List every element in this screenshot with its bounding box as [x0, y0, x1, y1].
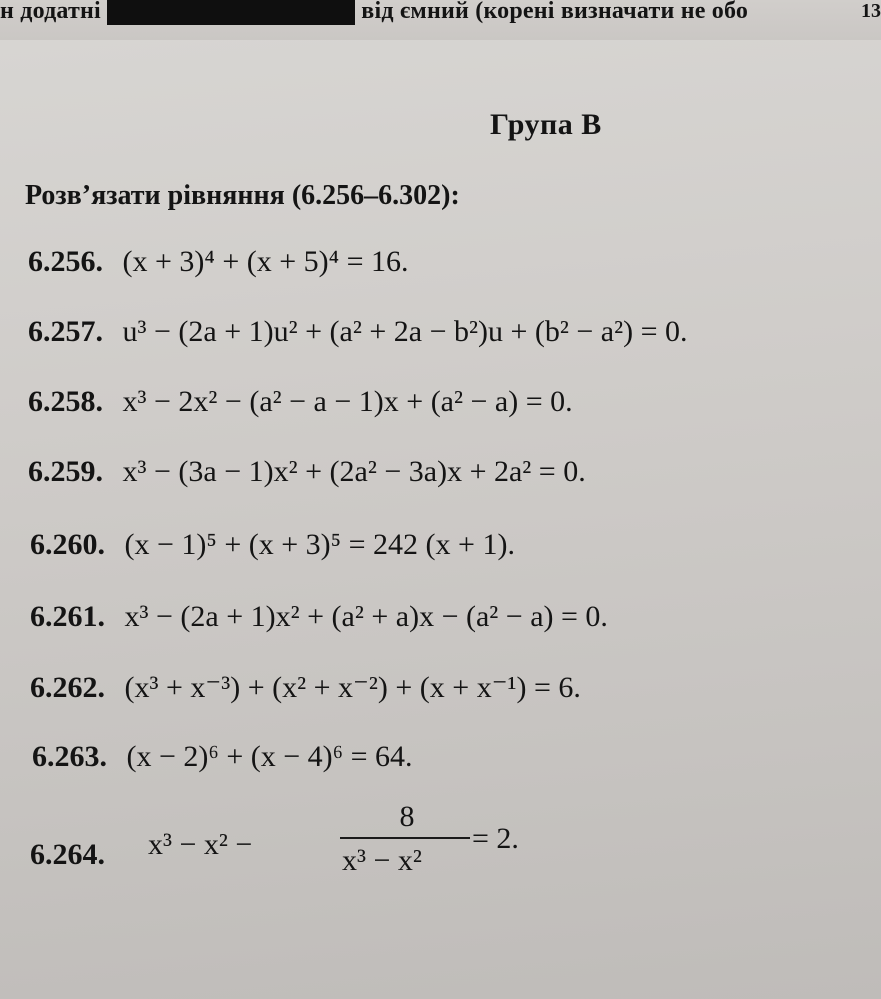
- cut-off-header-line: [0, 0, 748, 25]
- problem-equation: (x³ + x⁻³) + (x² + x⁻²) + (x + x⁻¹) = 6.: [124, 671, 581, 704]
- problem-number: 6.258.: [28, 385, 103, 418]
- problem-equation: x³ − 2x² − (a² − a − 1)x + (a² − a) = 0.: [122, 385, 573, 418]
- problem-6-261: [30, 600, 608, 634]
- problem-number: 6.263.: [32, 740, 107, 773]
- problem-equation: (x − 1)⁵ + (x + 3)⁵ = 242 (x + 1).: [124, 528, 515, 561]
- equation-left-part: x³ − x² −: [148, 828, 253, 861]
- section-heading: Група В: [490, 108, 602, 141]
- problem-number: 6.262.: [30, 671, 105, 704]
- problem-number: 6.257.: [28, 315, 103, 348]
- problem-6-258: [28, 385, 573, 419]
- instructions-text: Розв’язати рівняння (6.256–6.302):: [25, 180, 460, 211]
- problem-equation: x³ − (2a + 1)x² + (a² + a)x − (a² − a) = 0.: [124, 600, 608, 633]
- header-fragment-left: н додатні: [0, 0, 101, 24]
- equation-right-part: = 2.: [472, 822, 519, 855]
- header-corner-fragment: 13: [861, 0, 881, 22]
- problem-number: 6.259.: [28, 455, 103, 488]
- header-redacted-block: [107, 0, 355, 25]
- fraction-numerator: 8: [399, 800, 415, 833]
- problem-6-256: [28, 245, 409, 279]
- problem-equation: (x − 2)⁶ + (x − 4)⁶ = 64.: [126, 740, 413, 773]
- problem-number: 6.264.: [30, 838, 105, 871]
- problem-number: 6.261.: [30, 600, 105, 633]
- problem-equation: (x + 3)⁴ + (x + 5)⁴ = 16.: [122, 245, 409, 278]
- problem-6-259: [28, 455, 586, 489]
- problem-6-257: [28, 315, 688, 349]
- cut-off-header-band: [0, 0, 881, 40]
- problem-6-263: [32, 740, 413, 774]
- problem-equation: x³ − (3a − 1)x² + (2a² − 3a)x + 2a² = 0.: [122, 455, 586, 488]
- fraction-bar: [340, 837, 470, 839]
- problem-6-260: [30, 528, 515, 562]
- problem-6-262: [30, 670, 581, 705]
- header-fragment-right: від ємний (корені визначати не обо: [361, 0, 749, 24]
- problem-equation: u³ − (2a + 1)u² + (a² + 2a − b²)u + (b² − a²) = 0.: [122, 315, 688, 348]
- problem-number: 6.256.: [28, 245, 103, 278]
- problem-number: 6.260.: [30, 528, 105, 561]
- fraction-denominator: x³ − x²: [342, 844, 422, 877]
